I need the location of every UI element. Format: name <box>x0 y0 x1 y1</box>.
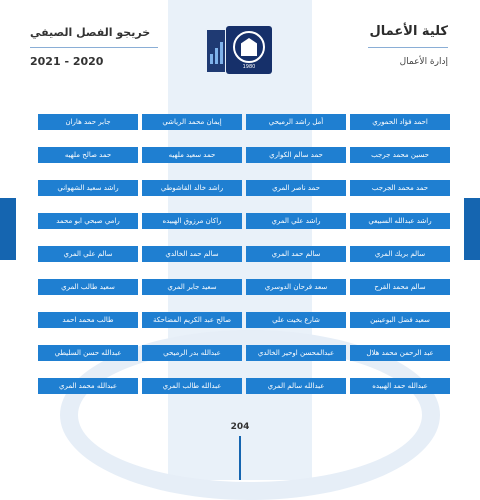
graduate-name: سالم بريك المري <box>350 246 450 262</box>
graduate-name: إيمان محمد الرياشي <box>142 114 242 130</box>
graduate-name: عبدالله حسن السليطي <box>38 345 138 361</box>
graduate-name: سعد فرحان الدوسري <box>246 279 346 295</box>
header-divider-right <box>368 47 448 48</box>
graduate-name: سعيد طالب المري <box>38 279 138 295</box>
graduate-name: حمد ناصر المري <box>246 180 346 196</box>
graduate-name: شارع بخيت علي <box>246 312 346 328</box>
right-edge-tab <box>464 198 480 260</box>
graduate-name: سعيد فضل البوعينين <box>350 312 450 328</box>
graduate-name: سالم حمد المري <box>246 246 346 262</box>
graduate-name: عبدالله طالب المري <box>142 378 242 394</box>
graduate-name: سعيد جابر المري <box>142 279 242 295</box>
left-edge-tab <box>0 198 16 260</box>
page-number-line <box>239 436 241 480</box>
graduates-title: خريجو الفصل الصيفي <box>30 26 151 39</box>
graduate-name: أمل راشد الرميحي <box>246 114 346 130</box>
graduate-name: عبدالله سالم المري <box>246 378 346 394</box>
graduate-name: راكان مرزوق الهبيده <box>142 213 242 229</box>
graduate-name: راشد عبدالله السبيعي <box>350 213 450 229</box>
graduate-name: حمد سالم الكواري <box>246 147 346 163</box>
department-subtitle: إدارة الأعمال <box>399 57 448 67</box>
page-number: 204 <box>230 422 250 432</box>
graduate-name: عبدالمحسن اوحير الخالدي <box>246 345 346 361</box>
graduate-name: عبدالله محمد المري <box>38 378 138 394</box>
graduate-name: سالم محمد القرح <box>350 279 450 295</box>
graduate-name: حسين محمد جرجب <box>350 147 450 163</box>
faculty-logo <box>207 30 225 72</box>
graduates-list <box>38 114 450 394</box>
graduate-name: راشد علي المري <box>246 213 346 229</box>
graduate-name: عبدالله بدر الرميحي <box>142 345 242 361</box>
graduate-name: سالم حمد الخالدي <box>142 246 242 262</box>
graduate-name: راشد خالد القاشوطي <box>142 180 242 196</box>
university-logo <box>226 26 272 74</box>
graduate-name: حمد محمد الجرجب <box>350 180 450 196</box>
graduate-name: حمد صالح ملهيه <box>38 147 138 163</box>
faculty-title: كلية الأعمال <box>369 24 448 39</box>
graduate-name: عبدالله حمد الهبيده <box>350 378 450 394</box>
graduate-name: رامي صبحي ابو محمد <box>38 213 138 229</box>
graduate-name: صالح عبد الكريم المضاحكة <box>142 312 242 328</box>
graduate-name: جابر حمد هاران <box>38 114 138 130</box>
graduate-name: احمد فؤاد الحموري <box>350 114 450 130</box>
graduate-name: طالب محمد احمد <box>38 312 138 328</box>
graduate-name: سالم علي المري <box>38 246 138 262</box>
graduate-name: عبد الرحمن محمد هلال <box>350 345 450 361</box>
graduate-name: حمد سعيد ملهيه <box>142 147 242 163</box>
logo-year: 1980 <box>242 64 256 70</box>
graduate-name: راشد سعيد الشهواني <box>38 180 138 196</box>
academic-year: 2021 - 2020 <box>30 55 104 68</box>
header-divider-left <box>30 47 158 48</box>
